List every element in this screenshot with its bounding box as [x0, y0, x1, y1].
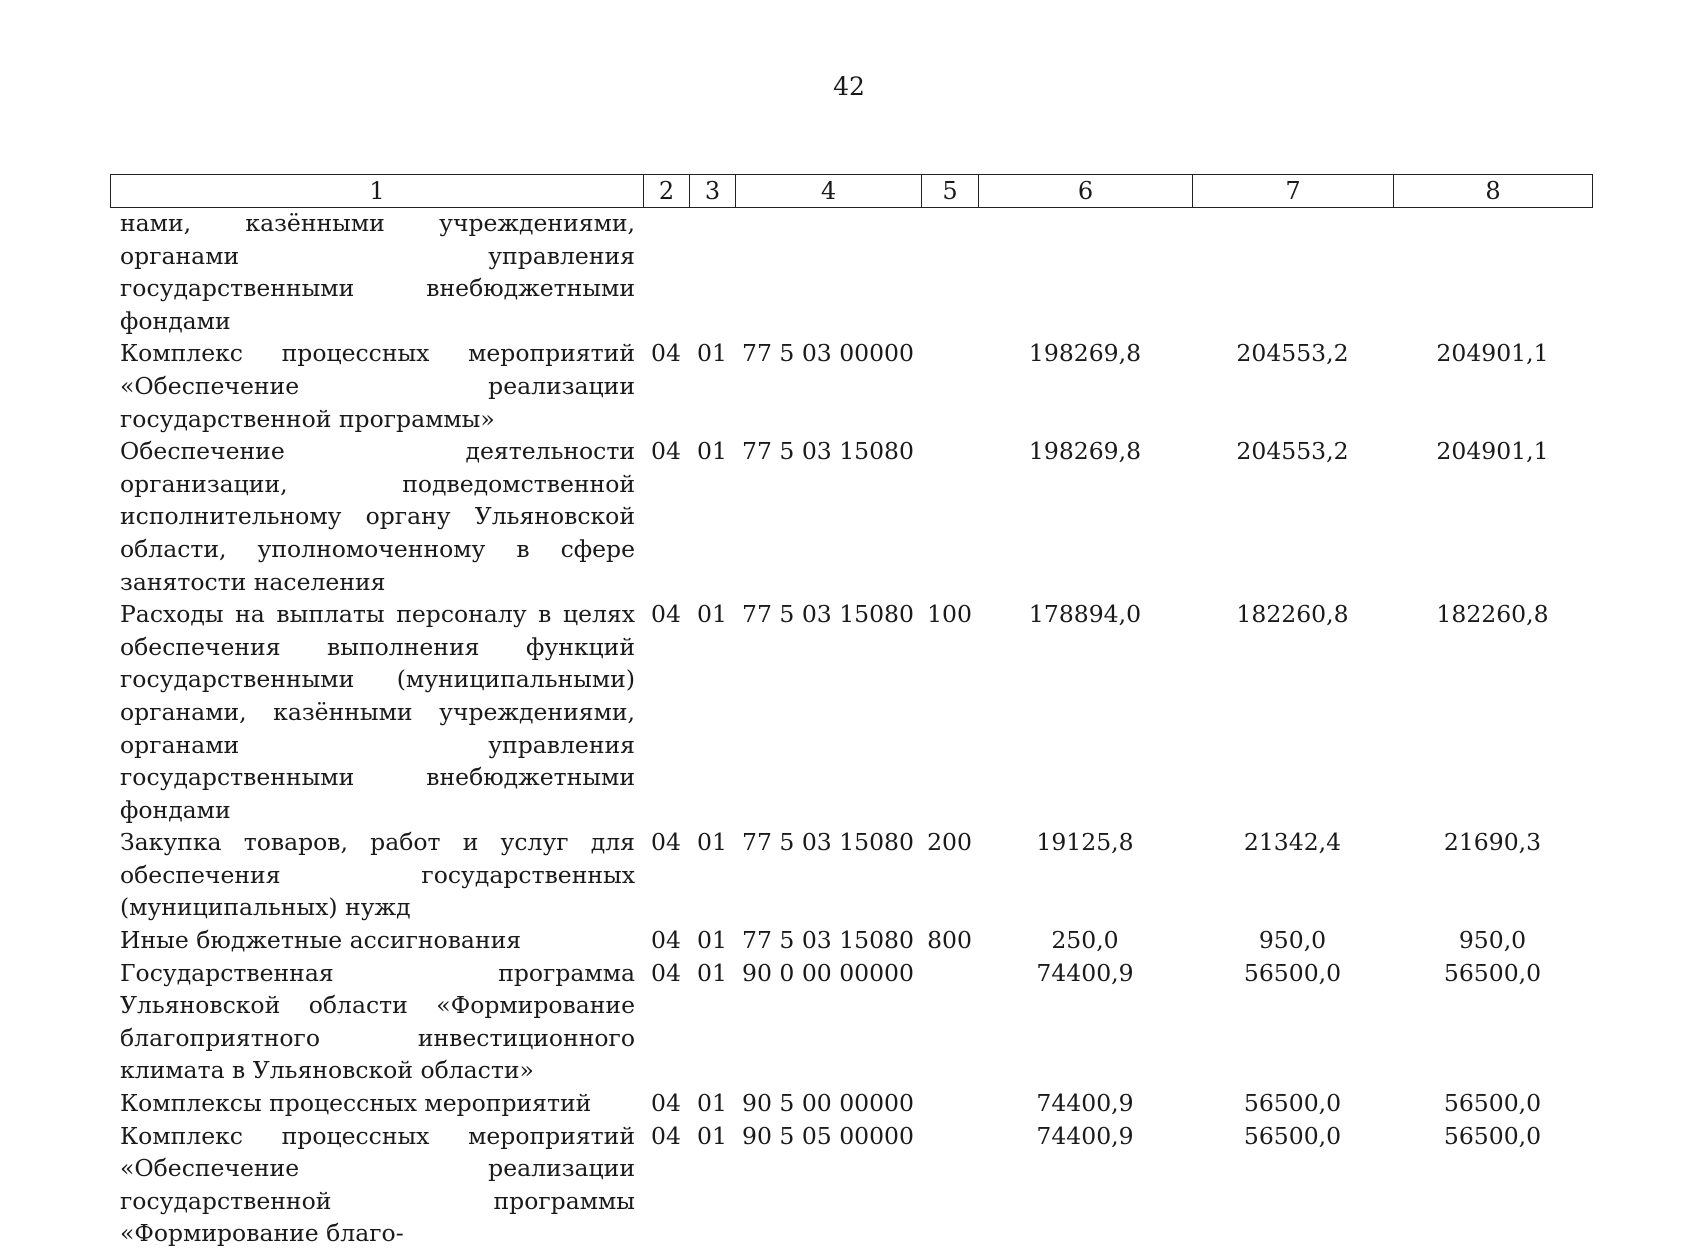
- row-amount-8: 950,0: [1458, 926, 1527, 955]
- row-amount-7: 204553,2: [1236, 437, 1349, 466]
- table-row: [110, 435, 1592, 598]
- row-section: 04: [651, 339, 681, 368]
- header-cell-5: 5: [922, 175, 979, 208]
- row-amount-6: 74400,9: [1036, 958, 1134, 987]
- row-target-code: 77 5 03 00000: [742, 339, 914, 368]
- row-expense-type: [921, 1120, 978, 1250]
- row-amount-7: 182260,8: [1236, 600, 1349, 629]
- row-amount-8: 56500,0: [1443, 1121, 1542, 1150]
- row-amount-8: 204901,1: [1436, 339, 1549, 368]
- row-amount-8: [1393, 207, 1592, 337]
- row-section: 04: [651, 1089, 681, 1118]
- row-amount-8: 56500,0: [1443, 958, 1542, 987]
- header-cell-6: 6: [979, 175, 1193, 208]
- row-subsection: 01: [697, 828, 727, 857]
- row-section: 04: [651, 828, 681, 857]
- row-section: 04: [651, 926, 681, 955]
- table-row: [110, 598, 1592, 826]
- row-section: 04: [651, 958, 681, 987]
- table-row: [110, 924, 1592, 957]
- row-expense-type: 200: [927, 828, 972, 857]
- row-name: Комплексы процессных мероприятий: [120, 1089, 592, 1118]
- row-amount-8: 204901,1: [1436, 437, 1549, 466]
- row-subsection: 01: [697, 600, 727, 629]
- row-target-code: 90 5 05 00000: [742, 1121, 914, 1150]
- row-expense-type: 100: [927, 600, 972, 629]
- row-subsection: 01: [697, 958, 727, 987]
- row-amount-6: 74400,9: [1036, 1121, 1134, 1150]
- column-header-table: [110, 174, 1593, 208]
- row-expense-type: [921, 207, 978, 337]
- row-expense-type: [921, 337, 978, 435]
- row-section: 04: [651, 1121, 681, 1150]
- table-row: [110, 337, 1592, 435]
- row-name: Обеспечение деятельности организации, подведомственной исполнительному органу Ульяновской области, уполномоченному в сфере занятости населения: [120, 437, 635, 596]
- header-cell-7: 7: [1193, 175, 1394, 208]
- row-amount-6: 198269,8: [1028, 339, 1142, 368]
- row-expense-type: [921, 957, 978, 1087]
- row-amount-7: [1192, 207, 1393, 337]
- row-amount-7: 56500,0: [1243, 958, 1342, 987]
- table-row: [110, 1120, 1592, 1250]
- row-target-code: 90 0 00 00000: [742, 958, 914, 987]
- row-target-code: [735, 207, 921, 337]
- row-target-code: 77 5 03 15080: [742, 600, 914, 629]
- row-amount-8: 56500,0: [1443, 1089, 1542, 1118]
- row-amount-6: 178894,0: [1028, 600, 1142, 629]
- row-name: Комплекс процессных мероприятий «Обеспечение реализации государственной программы»: [120, 339, 635, 433]
- row-expense-type: [921, 1087, 978, 1120]
- row-expense-type: 800: [927, 926, 972, 955]
- header-cell-1: 1: [111, 175, 644, 208]
- row-amount-6: 19125,8: [1036, 828, 1134, 857]
- row-amount-6: [978, 207, 1192, 337]
- table-row: [110, 826, 1592, 924]
- row-name: Иные бюджетные ассигнования: [120, 926, 522, 955]
- row-amount-7: 204553,2: [1236, 339, 1349, 368]
- table-row: [110, 207, 1592, 337]
- row-amount-8: 21690,3: [1443, 828, 1542, 857]
- row-subsection: 01: [697, 1089, 727, 1118]
- row-amount-7: 21342,4: [1243, 828, 1342, 857]
- row-name: Расходы на выплаты персоналу в целях обеспечения выполнения функций государственными (муниципальными) органами, казёнными учреждениями, органами управления государственными внебюджетными фондами: [120, 600, 635, 824]
- row-amount-7: 56500,0: [1243, 1121, 1342, 1150]
- row-amount-8: 182260,8: [1436, 600, 1549, 629]
- row-subsection: [689, 207, 735, 337]
- row-amount-6: 250,0: [1051, 926, 1119, 955]
- row-amount-6: 198269,8: [1028, 437, 1142, 466]
- row-name: Закупка товаров, работ и услуг для обеспечения государственных (муниципальных) нужд: [120, 828, 635, 922]
- header-cell-8: 8: [1394, 175, 1593, 208]
- table-row: [110, 957, 1592, 1087]
- row-target-code: 90 5 00 00000: [742, 1089, 914, 1118]
- row-name: Комплекс процессных мероприятий «Обеспечение реализации государственной программы «Формирование благо-: [120, 1121, 635, 1248]
- row-section: 04: [651, 600, 681, 629]
- row-expense-type: [921, 435, 978, 598]
- header-cell-3: 3: [690, 175, 736, 208]
- row-target-code: 77 5 03 15080: [742, 828, 914, 857]
- row-subsection: 01: [697, 926, 727, 955]
- row-subsection: 01: [697, 437, 727, 466]
- budget-table: [110, 207, 1592, 1250]
- header-cell-2: 2: [644, 175, 690, 208]
- table-row: [110, 1087, 1592, 1120]
- row-name: Государственная программа Ульяновской области «Формирование благоприятного инвестиционного климата в Ульяновской области»: [120, 958, 635, 1085]
- row-amount-6: 74400,9: [1036, 1089, 1134, 1118]
- row-section: 04: [651, 437, 681, 466]
- row-amount-7: 56500,0: [1243, 1089, 1342, 1118]
- row-subsection: 01: [697, 339, 727, 368]
- row-name: нами, казёнными учреждениями, органами управления государственными внебюджетными фондами: [120, 209, 635, 335]
- row-target-code: 77 5 03 15080: [742, 437, 914, 466]
- page-number: 42: [833, 72, 865, 101]
- header-cell-4: 4: [736, 175, 922, 208]
- row-section: [643, 207, 689, 337]
- header-row: [111, 175, 1593, 208]
- row-target-code: 77 5 03 15080: [742, 926, 914, 955]
- row-subsection: 01: [697, 1121, 727, 1150]
- row-amount-7: 950,0: [1258, 926, 1327, 955]
